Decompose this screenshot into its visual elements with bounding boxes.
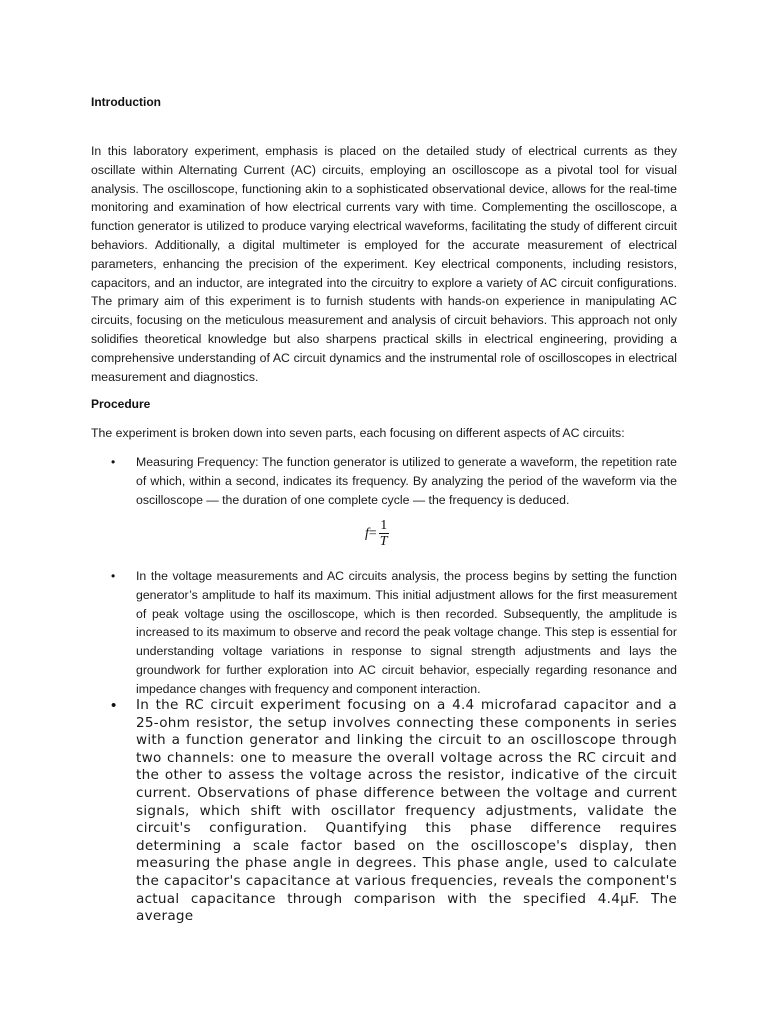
bullet-text-rc-circuit: In the RC circuit experiment focusing on a 4.4 microfarad capacitor and a 25-ohm resistor, the setup involves connecting these components in series with a function generator and linking the circuit to an oscilloscope through two channels: one to measure the overall voltage across the RC circuit and the other to assess the voltage across the resistor, indicative of the circuit current. Observations of phase difference between the voltage and current signals, which shift with oscillator frequency adjustments, validate the circuit's configuration. Quantifying this phase difference requires determining a scale factor based on the oscilloscope's display, then measuring the phase angle in degrees. This phase angle, used to calculate the capacitor's capacitance at various frequencies, reveals the component's actual capacitance through comparison with the specified 4.4μF. The average [136, 697, 677, 925]
formula-denominator: T [379, 534, 388, 549]
introduction-heading: Introduction [91, 95, 161, 109]
bullet-icon: • [111, 455, 116, 469]
procedure-intro: The experiment is broken down into seven parts, each focusing on different aspects of AC circuits: [91, 426, 625, 440]
bullet-text-frequency: Measuring Frequency: The function generator is utilized to generate a waveform, the repetition rate of which, within a second, indicates its frequency. By analyzing the period of the waveform via the oscilloscope — the duration of one complete cycle — the frequency is deduced. [136, 455, 677, 507]
introduction-paragraph: In this laboratory experiment, emphasis is placed on the detailed study of electrical currents as they oscillate within Alternating Current (AC) circuits, employing an oscilloscope as a pivotal tool for visual analysis. The oscilloscope, functioning akin to a sophisticated observational device, allows for the real-time monitoring and examination of how electrical currents vary with time. Complementing the oscilloscope, a function generator is utilized to produce varying electrical waveforms, facilitating the study of different circuit behaviors. Additionally, a digital multimeter is employed for the accurate measurement of electrical parameters, enhancing the precision of the experiment. Key electrical components, including resistors, capacitors, and an inductor, are integrated into the circuitry to explore a variety of AC circuit configurations. The primary aim of this experiment is to furnish students with hands-on experience in manipulating AC circuits, focusing on the meticulous measurement and analysis of circuit behaviors. This approach not only solidifies theoretical knowledge but also sharpens practical skills in electrical engineering, providing a comprehensive understanding of AC circuit dynamics and the instrumental role of oscilloscopes in electrical measurement and diagnostics. [91, 144, 677, 384]
formula-fraction [379, 518, 389, 549]
bullet-text-voltage: In the voltage measurements and AC circuits analysis, the process begins by setting the function generator’s amplitude to half its maximum. This initial adjustment allows for the first measurement of peak voltage using the oscilloscope, which is then recorded. Subsequently, the amplitude is increased to its maximum to observe and record the peak voltage change. This step is essential for understanding voltage variations in response to signal strength adjustments and lays the groundwork for further exploration into AC circuit behavior, especially regarding resonance and impedance changes with frequency and component interaction. [136, 569, 677, 696]
bullet-icon: • [111, 569, 116, 583]
frequency-formula [365, 518, 389, 549]
bullet-icon: • [111, 697, 117, 714]
formula-numerator: 1 [380, 518, 388, 533]
formula-lhs: f [365, 525, 369, 541]
formula-equals: = [368, 525, 377, 541]
procedure-heading: Procedure [91, 397, 151, 411]
